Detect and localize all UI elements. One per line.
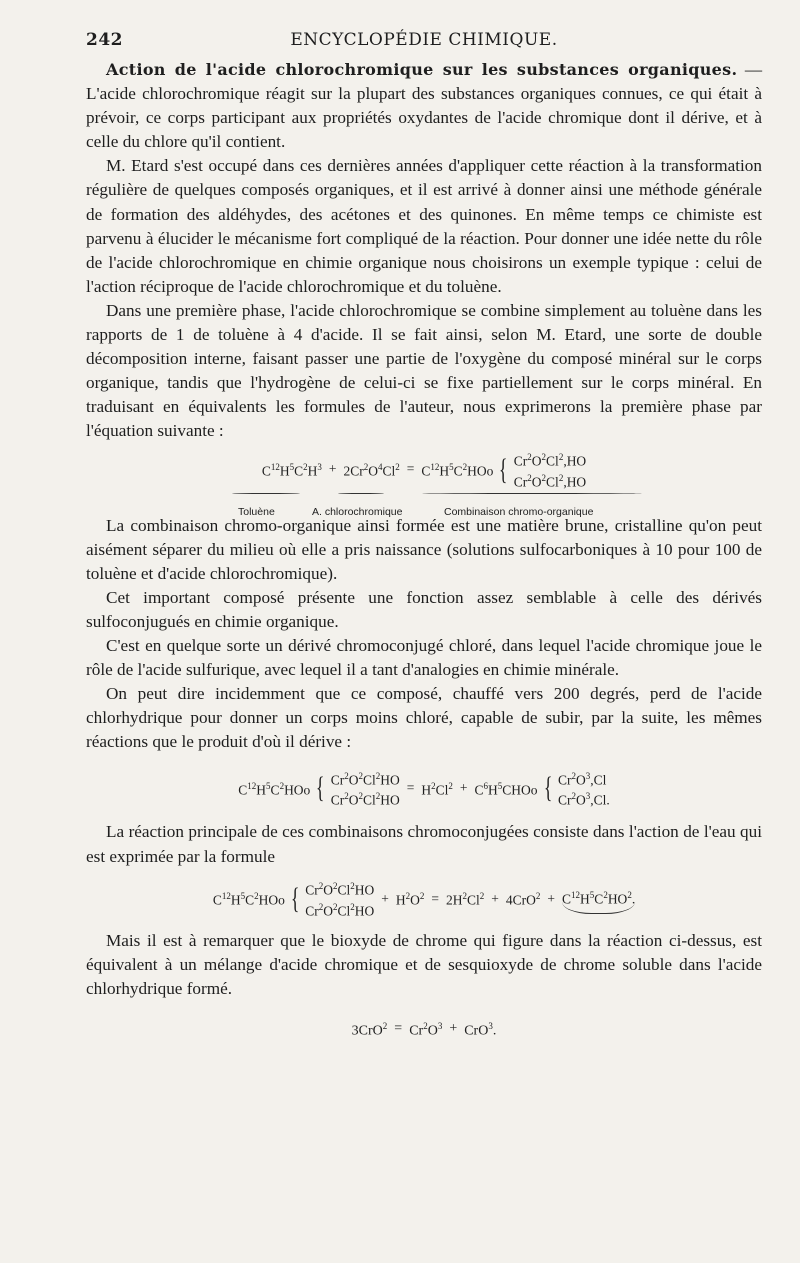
intro-text: — L'acide chlorochromique réagit sur la plupart des substances organiques connues, ce qui était à prévoir, ce corps participant aux propriétés oxydantes de l'acide chromique dont il dérive, et à celle du chlore qu'il contient. <box>86 60 762 152</box>
paragraph: Cet important composé présente une fonction assez semblable à celle des dérivés sulfoconjugués en chimie organique. <box>86 587 762 631</box>
page-number: 242 <box>86 30 123 50</box>
paragraph: Mais il est à remarquer que le bioxyde de chrome qui figure dans la réaction ci-dessus, est équivalent à un mélange d'acide chromique et de sesquioxyde de chrome soluble dans l'acide chlorhydrique formé. <box>86 930 762 998</box>
section-intro <box>86 58 762 154</box>
equation-labels <box>86 492 762 518</box>
label-combination: Combinaison chromo-organique <box>444 505 594 518</box>
paragraph: M. Etard s'est occupé dans ces dernières années d'appliquer cette réaction à la transformation régulière de quelques composés organiques, et il est arrivé à donner ainsi une méthode générale de formation des aldéhydes, des acétones et des quinones. En même temps ce chimiste est parvenu à élucider le mécanisme fort compliqué de la réaction. Pour donner une idée nette du rôle de l'acide chlorochromique en chimie organique nous choisirons un exemple typique : celui de l'action réciproque de l'acide chlorochromique et du toluène. <box>86 156 762 296</box>
paragraph: La réaction principale de ces combinaisons chromoconjugées consiste dans l'action de l'eau qui est exprimée par la formule <box>86 822 762 866</box>
page-body <box>86 58 762 1047</box>
equation-first-phase: $C^{12}H^5C^2H^3$ + $2Cr^2O^4Cl^2$ = $C^{12}H^5C^2HOo$ { $Cr^2O^2Cl^2,HO$ $Cr^2O^2Cl^2,HO$ <box>261 452 587 489</box>
paragraph: On peut dire incidemment que ce composé, chauffé vers 200 degrés, perd de l'acide chlorhydrique pour donner un corps moins chloré, capable de subir, par la suite, les mêmes réactions que le produit d'où il dérive : <box>86 684 762 752</box>
equation-water: $C^{12}H^5C^2HOo$ { $Cr^2O^2Cl^2HO$ $Cr^2O^2Cl^2HO$ + $H^2O^2$ = $2H^2Cl^2$ + 4CrO$^2$ + $C^{12}H^5C^2HO^2$. <box>212 881 636 919</box>
page-header <box>86 30 762 54</box>
paragraph: Dans une première phase, l'acide chlorochromique se combine simplement au toluène dans les rapports de 1 de toluène à 4 d'acide. Il se fait ainsi, selon M. Etard, une sorte de double décomposition interne, faisant passer une partie de l'oxygène du composé minéral sur le corps organique, tandis que l'hydrogène de celui-ci se fixe partiellement sur le corps minéral. En traduisant en équivalents les formules de l'auteur, nous exprimerons la première phase par l'équation suivante : <box>86 300 762 441</box>
paragraph: C'est en quelque sorte un dérivé chromoconjugé chloré, dans lequel l'acide chromique joue le rôle de l'acide sulfurique, avec lequel il a tant d'analogies en chimie minérale. <box>86 635 762 680</box>
label-toluene: Toluène <box>238 505 275 518</box>
label-acid: A. chlorochromique <box>312 505 403 518</box>
running-title: ENCYCLOPÉDIE CHIMIQUE. <box>290 30 558 50</box>
paragraph: La combinaison chromo-organique ainsi formée est une matière brune, cristalline qu'on peut aisément séparer du milieu où elle a pris naissance (solutions sulfocarboniques à 10 pour 100 de toluène et d'acide chlorochromique). <box>86 515 762 583</box>
equation-heating: $C^{12}H^5C^2HOo$ { $Cr^2O^2Cl^2HO$ $Cr^2O^2Cl^2HO$ = $H^2Cl^2$ + $C^6H^5CHOo$ { $Cr^2O^3,Cl$ $Cr^2O^3,Cl$. <box>238 770 610 808</box>
section-heading: Action de l'acide chlorochromique sur les substances organiques. <box>106 60 738 79</box>
equation-chrome-oxide: 3CrO$^2$ = $Cr^2O^3$ + CrO$^3$. <box>351 1020 497 1039</box>
